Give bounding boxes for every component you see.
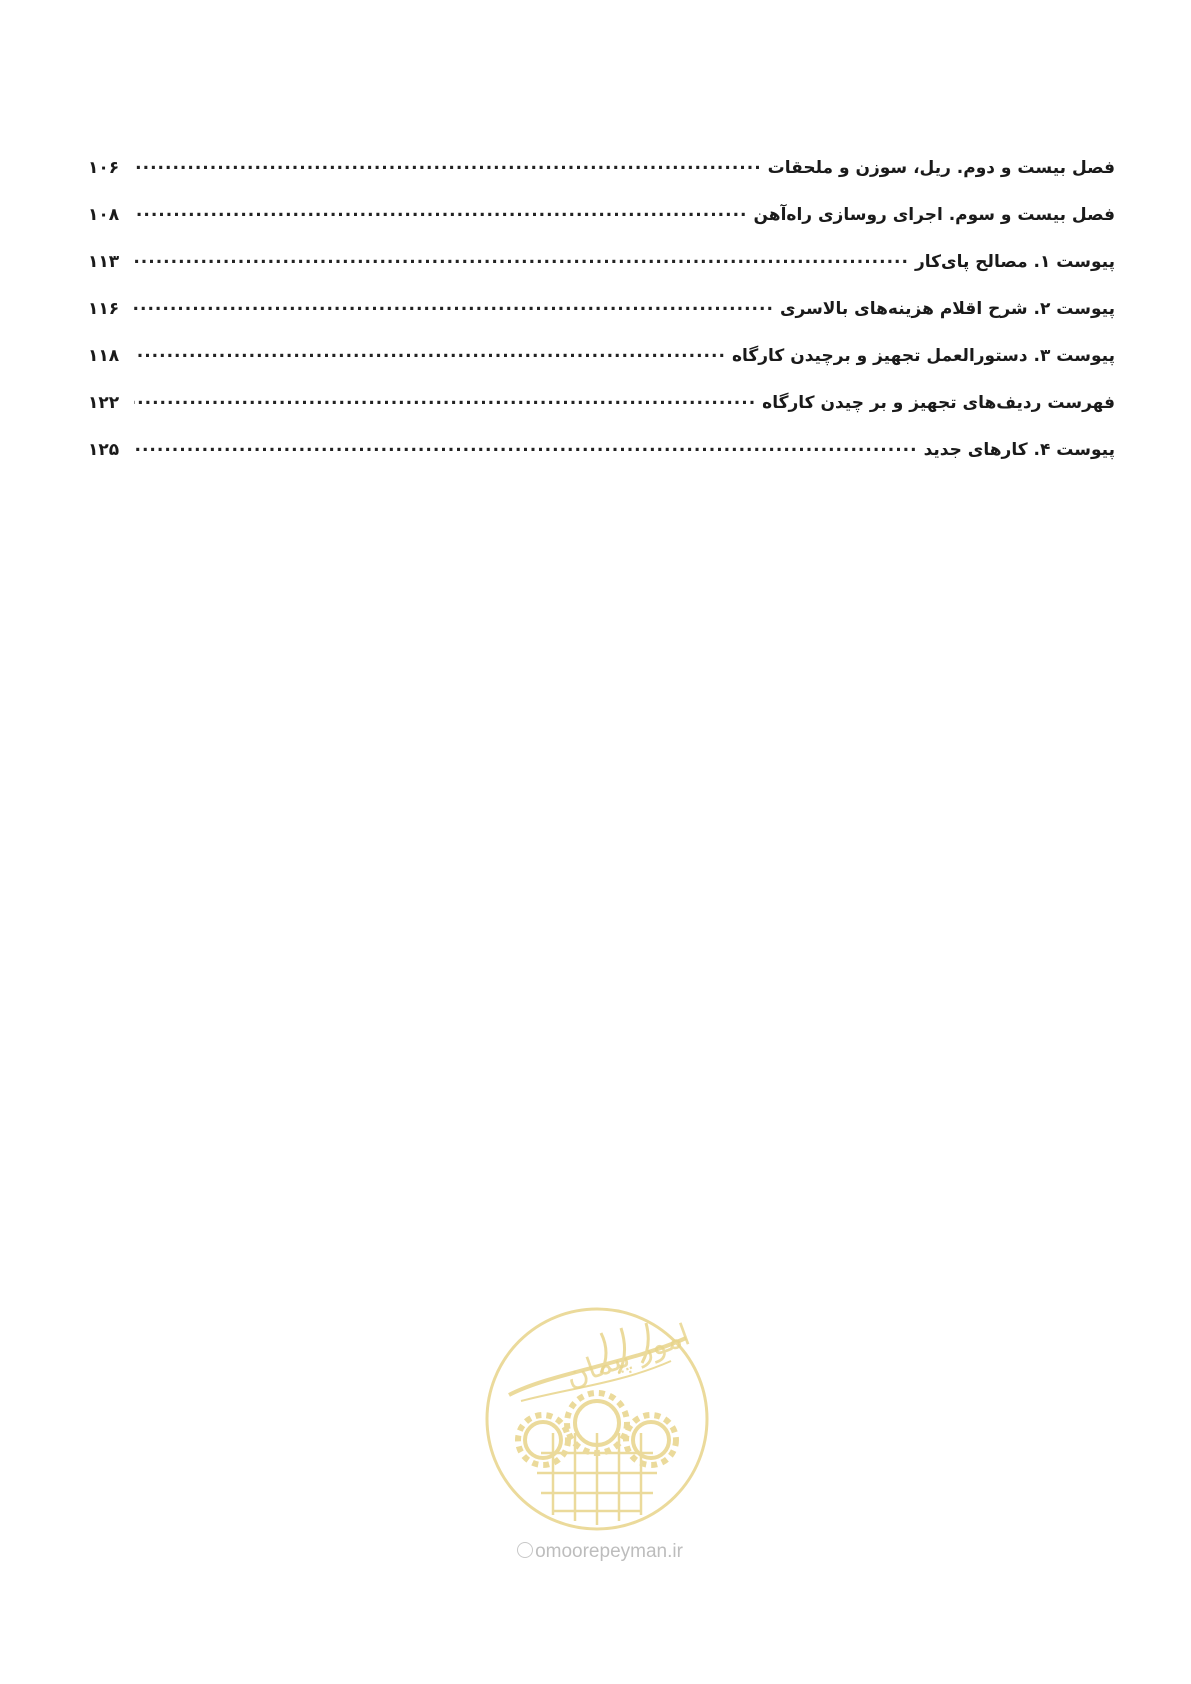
toc-entry[interactable] xyxy=(88,250,1115,297)
toc-entry-page: ۱۲۵ xyxy=(88,440,120,460)
dot-leader xyxy=(134,203,748,220)
toc-entry[interactable] xyxy=(88,438,1115,485)
dot-leader xyxy=(134,438,918,455)
toc-entry-page: ۱۰۶ xyxy=(88,158,120,178)
toc-entry[interactable] xyxy=(88,297,1115,344)
toc-entry-title: فصل بیست و دوم. ریل، سوزن و ملحقات xyxy=(767,158,1115,178)
toc-entry-page: ۱۲۲ xyxy=(88,393,120,413)
toc-entry-page: ۱۰۸ xyxy=(88,205,120,225)
toc-entry[interactable] xyxy=(88,344,1115,391)
toc-entry[interactable] xyxy=(88,391,1115,438)
watermark-url-text: omoorepeyman.ir xyxy=(535,1541,683,1562)
toc-entry[interactable] xyxy=(88,203,1115,250)
table-of-contents xyxy=(88,156,1115,485)
dot-leader xyxy=(134,156,762,173)
watermark-url xyxy=(490,1541,710,1563)
toc-entry-page: ۱۱۳ xyxy=(88,252,120,272)
dot-leader xyxy=(134,250,909,267)
toc-entry-title: پیوست ۳. دستورالعمل تجهیز و برچیدن کارگاه xyxy=(731,346,1115,366)
dot-leader xyxy=(134,344,726,361)
toc-entry-page: ۱۱۶ xyxy=(88,299,120,319)
toc-entry-page: ۱۱۸ xyxy=(88,346,120,366)
toc-entry-title: پیوست ۱. مصالح پای‌کار xyxy=(914,252,1115,272)
toc-entry[interactable] xyxy=(88,156,1115,203)
toc-entry-title: فهرست ردیف‌های تجهیز و بر چیدن کارگاه xyxy=(762,393,1115,413)
globe-icon xyxy=(517,1542,533,1558)
dot-leader xyxy=(134,297,774,314)
toc-entry-title: پیوست ۲. شرح اقلام هزینه‌های بالاسری xyxy=(779,299,1115,319)
toc-entry-title: پیوست ۴. کارهای جدید xyxy=(923,440,1115,460)
dot-leader xyxy=(134,391,756,408)
watermark-logo xyxy=(481,1303,713,1535)
svg-text:امور پیمان: امور پیمان xyxy=(560,1317,695,1395)
toc-entry-title: فصل بیست و سوم. اجرای روسازی راه‌آهن xyxy=(753,205,1115,225)
